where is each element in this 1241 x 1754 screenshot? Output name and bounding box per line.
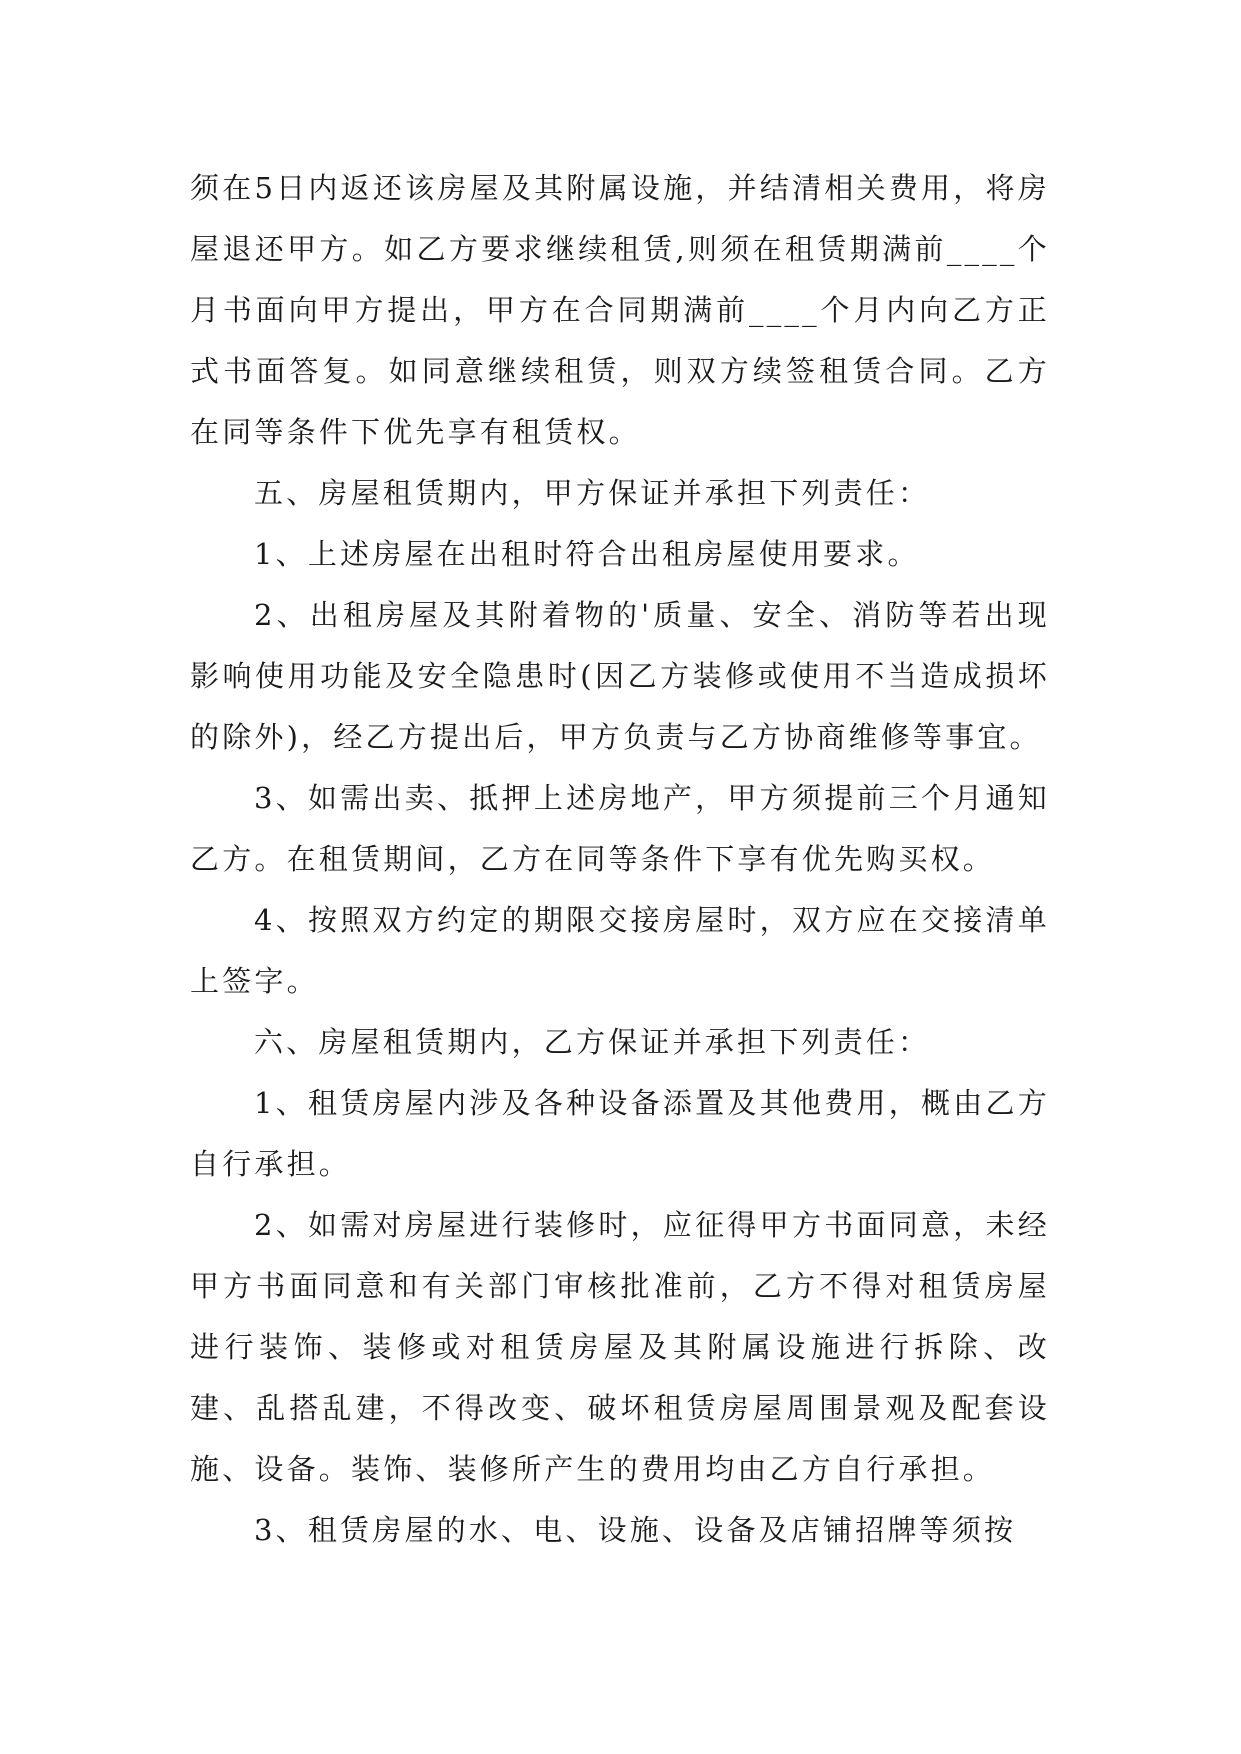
paragraph-lease-return: 须在5日内返还该房屋及其附属设施，并结清相关费用，将房屋退还甲方。如乙方要求继续租赁,则须在租赁期满前____个月书面向甲方提出，甲方在合同期满前____个月内向乙方正式书面答复。如同意继续租赁，则双方续签租赁合同。乙方在同等条件下优先享有租赁权。	[190, 171, 1050, 449]
heading-section-five: 五、房屋租赁期内，甲方保证并承担下列责任：	[254, 476, 931, 510]
clause-6-2: 2、如需对房屋进行装修时，应征得甲方书面同意，未经甲方书面同意和有关部门审核批准前，乙方不得对租赁房屋进行装饰、装修或对租赁房屋及其附属设施进行拆除、改建、乱搭乱建，不得改变、破坏租赁房屋周围景观及配套设施、设备。装饰、装修所产生的费用均由乙方自行承担。	[190, 1208, 1050, 1486]
clause-5-1: 1、上述房屋在出租时符合出租房屋使用要求。	[254, 537, 920, 571]
clause-6-1: 1、租赁房屋内涉及各种设备添置及其他费用，概由乙方自行承担。	[190, 1086, 1050, 1181]
clause-5-4: 4、按照双方约定的期限交接房屋时，双方应在交接清单上签字。	[190, 903, 1050, 998]
clause-6-3: 3、租赁房屋的水、电、设施、设备及店铺招牌等须按	[254, 1513, 1017, 1547]
clause-5-3: 3、如需出卖、抵押上述房地产，甲方须提前三个月通知乙方。在租赁期间，乙方在同等条件下享有优先购买权。	[190, 781, 1050, 876]
heading-section-six: 六、房屋租赁期内，乙方保证并承担下列责任：	[254, 1025, 931, 1059]
document-body	[190, 158, 1050, 1561]
clause-5-2: 2、出租房屋及其附着物的'质量、安全、消防等若出现影响使用功能及安全隐患时(因乙方装修或使用不当造成损坏的除外)，经乙方提出后，甲方负责与乙方协商维修等事宜。	[190, 598, 1050, 754]
